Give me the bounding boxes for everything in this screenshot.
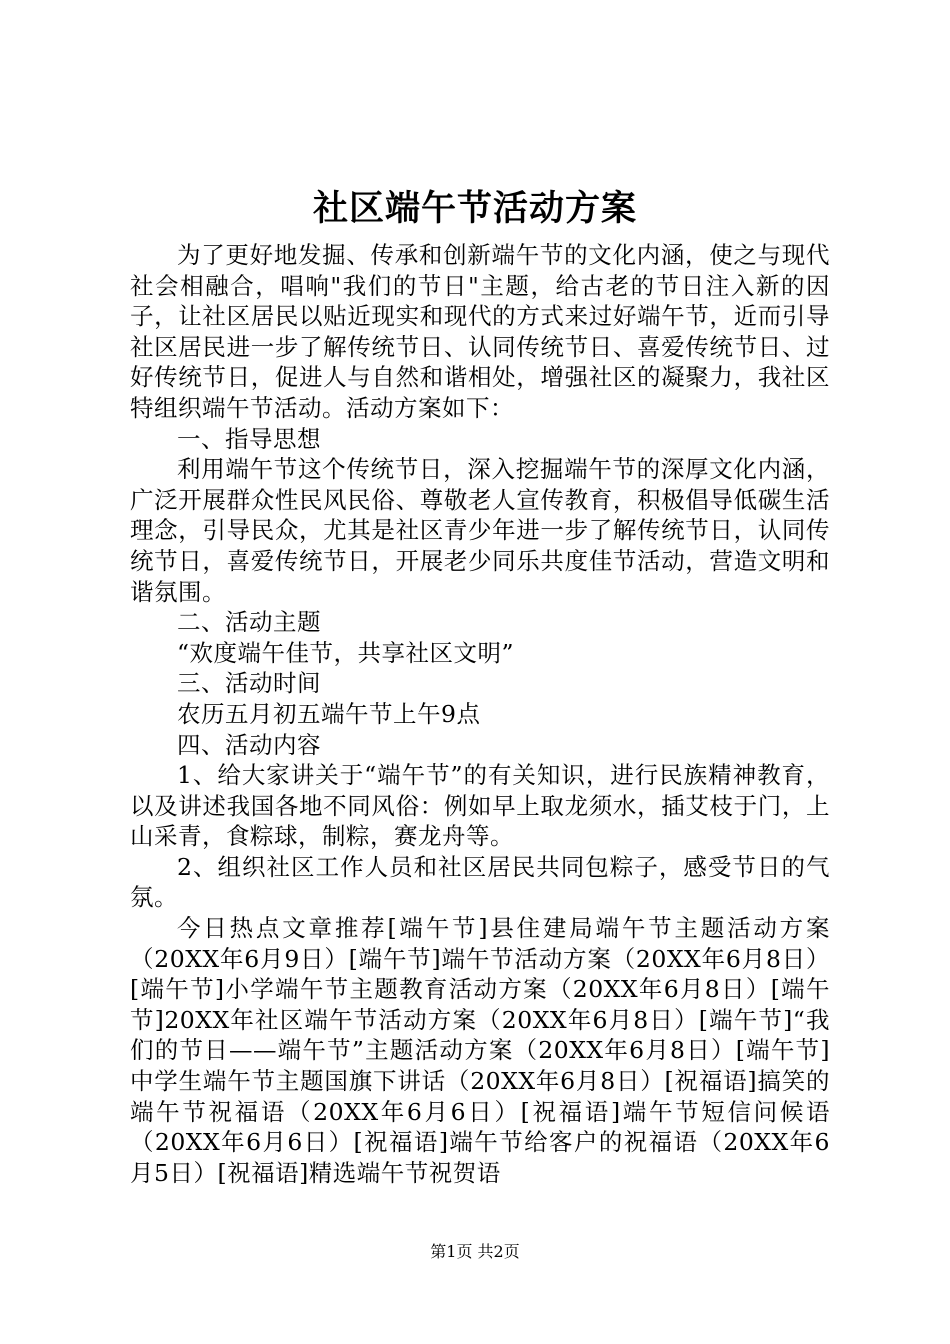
document-body <box>130 240 830 1188</box>
section-heading: 三、活动时间 <box>177 669 321 698</box>
recommended-articles-paragraph: 今日热点文章推荐[端午节]县住建局端午节主题活动方案（20XX年6月9日）[端午节]端午节活动方案（20XX年6月8日）[端午节]小学端午节主题教育活动方案（20XX年6月8日）[端午节]20XX年社区端午节活动方案（20XX年6月8日）[端午节]“我们的节日——端午节”主题活动方案（20XX年6月8日）[端午节]中学生端午节主题国旗下讲话（20XX年6月8日）[祝福语]搞笑的端午节祝福语（20XX年6月6日）[祝福语]端午节短信问候语（20XX年6月6日）[祝福语]端午节给客户的祝福语（20XX年6月5日）[祝福语]精选端午节祝贺语 <box>130 914 830 1187</box>
page-number-footer: 第1页 共2页 <box>430 1242 520 1261</box>
body-paragraph: 农历五月初五端午节上午9点 <box>177 699 481 728</box>
body-paragraph: “欢度端午佳节，共享社区文明” <box>177 638 515 667</box>
body-paragraph: 1、给大家讲关于“端午节”的有关知识，进行民族精神教育，以及讲述我国各地不同风俗：例如早上取龙须水，插艾枝于门，上山采青，食粽球，制粽，赛龙舟等。 <box>130 761 830 851</box>
section-heading: 四、活动内容 <box>177 730 321 759</box>
intro-paragraph: 为了更好地发掘、传承和创新端午节的文化内涵，使之与现代社会相融合，唱响"我们的节日"主题，给古老的节日注入新的因子，让社区居民以贴近现实和现代的方式来过好端午节，近而引导社区居民进一步了解传统节日、认同传统节日、喜爱传统节日、过好传统节日，促进人与自然和谐相处，增强社区的凝聚力，我社区特组织端午节活动。活动方案如下： <box>130 241 830 422</box>
body-paragraph: 利用端午节这个传统节日，深入挖掘端午节的深厚文化内涵，广泛开展群众性民风民俗、尊敬老人宣传教育，积极倡导低碳生活理念，引导民众，尤其是社区青少年进一步了解传统节日，认同传统节日，喜爱传统节日，开展老少同乐共度佳节活动，营造文明和谐氛围。 <box>130 455 830 606</box>
document-title: 社区端午节活动方案 <box>312 188 637 229</box>
section-heading: 二、活动主题 <box>177 608 321 637</box>
section-heading: 一、指导思想 <box>177 424 321 453</box>
body-paragraph: 2、组织社区工作人员和社区居民共同包粽子，感受节日的气氛。 <box>130 852 830 912</box>
